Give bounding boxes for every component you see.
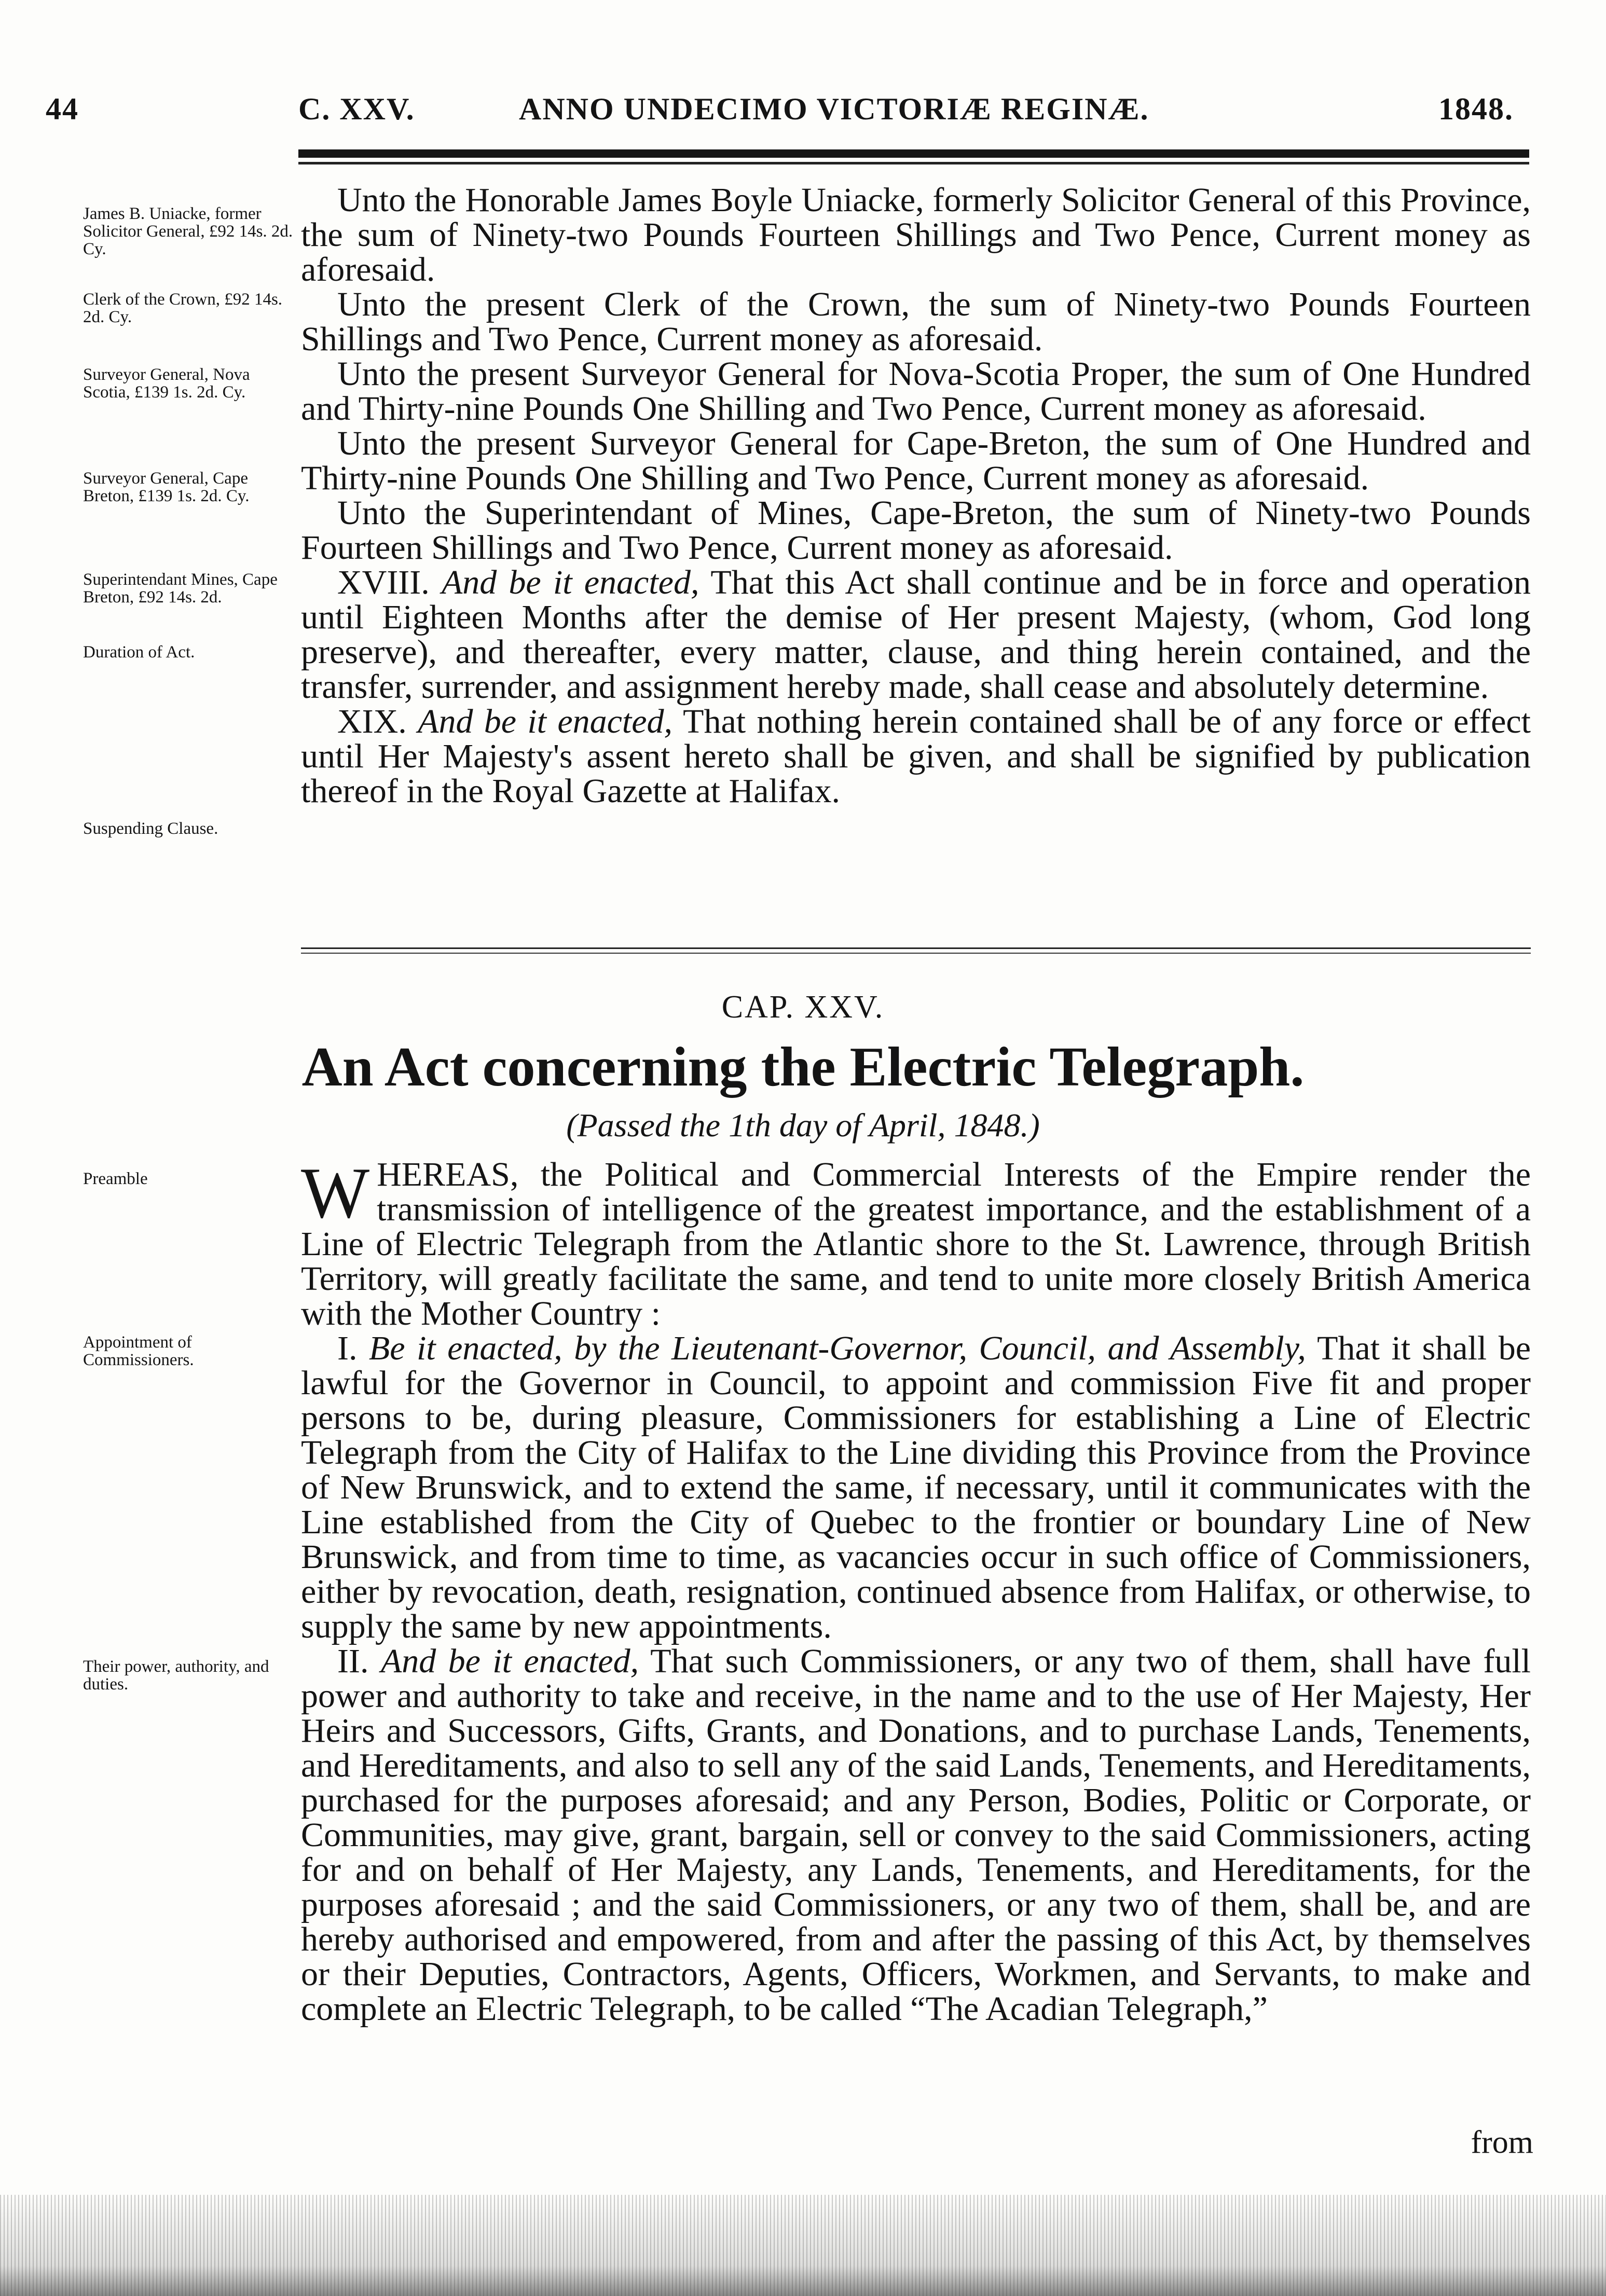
margin-note-clerk: Clerk of the Crown, £92 14s. 2d. Cy.: [83, 290, 283, 326]
section-1-number: I.: [337, 1329, 358, 1367]
section-2-number: II.: [337, 1642, 369, 1680]
preamble-text: HEREAS, the Political and Commercial Interests of the Empire render the transmission of intelligence of the greatest importance, and the establishment of a Line of Electric Telegraph from the Atlantic shore to the St. Lawrence, through British Territory, will greatly facilitate the same, and tend to unite more closely British America with the Mother Country :: [301, 1156, 1531, 1332]
section-19: [301, 704, 1531, 808]
running-title: ANNO UNDECIMO VICTORIÆ REGINÆ.: [519, 92, 1149, 126]
section-2-enact: And be it enacted,: [380, 1642, 639, 1680]
page-number: 44: [46, 92, 79, 126]
section-19-text: That nothing herein contained shall be of any force or effect until Her Majesty's assent hereto shall be given, and shall be signified by publication thereof in the Royal Gazette at Halifax.: [301, 703, 1531, 810]
margin-note-surveyor-ns: Surveyor General, Nova Scotia, £139 1s. 2d. Cy.: [83, 365, 250, 402]
paragraph-mines: Unto the Superintendant of Mines, Cape-Breton, the sum of Ninety-two Pounds Fourteen Shillings and Two Pence, Current money as aforesaid.: [301, 494, 1531, 567]
section-1-text: That it shall be lawful for the Governor in Council, to appoint and commission Five fit and proper persons to be, during pleasure, Commissioners for establishing a Line of Electric Telegraph from the City of Halifax to the Line dividing this Province from the Province of New Brunswick, and to extend the same, if necessary, until it communicates with the Line established from the City of Quebec to the frontier or boundary Line of New Brunswick, and from time to time, as vacancies occur in such office of Commissioners, either by revocation, death, resignation, continued absence from Halifax, or otherwise, to supply the same by new appointments.: [301, 1329, 1531, 1645]
section-19-number: XIX.: [337, 703, 407, 740]
section-divider-thin: [301, 953, 1531, 954]
margin-note-uniacke: James B. Uniacke, former Solicitor General, £92 14s. 2d. Cy.: [83, 204, 293, 258]
header-rule: [298, 149, 1529, 158]
margin-note-surveyor-cb: Surveyor General, Cape Breton, £139 1s. 2d. Cy.: [83, 469, 250, 505]
scan-noise-band: [0, 2195, 1606, 2296]
act-title: An Act concerning the Electric Telegraph.: [301, 1036, 1305, 1098]
margin-note-duration: Duration of Act.: [83, 643, 195, 662]
paragraph-surveyor-ns: Unto the present Surveyor General for Nova-Scotia Proper, the sum of One Hundred and Thirty-nine Pounds One Shilling and Two Pence, Current money as aforesaid.: [301, 355, 1531, 428]
margin-note-preamble: Preamble: [83, 1170, 148, 1188]
upper-body-text: [301, 183, 1531, 808]
section-2: [301, 1644, 1531, 2026]
act-body-text: [301, 1153, 1531, 2028]
section-1-enact: Be it enacted, by the Lieutenant-Governor, Council, and Assembly,: [368, 1329, 1306, 1367]
section-18-number: XVIII.: [337, 563, 430, 601]
preamble-paragraph: [301, 1153, 1531, 1332]
margin-note-powers: Their power, authority, and duties.: [83, 1657, 269, 1694]
paragraph-uniacke: Unto the Honorable James Boyle Uniacke, formerly Solicitor General of this Province, the sum of Ninety-two Pounds Fourteen Shillings and Two Pence, Current money as aforesaid.: [301, 181, 1531, 288]
header-rule-thin: [298, 162, 1529, 164]
cap-heading: CAP. XXV.: [721, 989, 885, 1025]
margin-note-mines: Superintendant Mines, Cape Breton, £92 14s. 2d.: [83, 570, 278, 607]
section-18-enact: And be it enacted,: [441, 563, 699, 601]
section-19-enact: And be it enacted,: [418, 703, 673, 740]
header-year: 1848.: [1438, 92, 1514, 126]
paragraph-clerk: Unto the present Clerk of the Crown, the sum of Ninety-two Pounds Fourteen Shillings and Two Pence, Current money as aforesaid.: [301, 285, 1531, 358]
section-18-text: That this Act shall continue and be in force and operation until Eighteen Months after the demise of Her present Majesty, (whom, God long preserve), and thereafter, every matter, clause, and thing herein contained, and the transfer, surrender, and assignment hereby made, shall cease and absolutely determine.: [301, 563, 1531, 706]
drop-cap: W: [301, 1153, 370, 1233]
section-2-text: That such Commissioners, or any two of them, shall have full power and authority to take and receive, in the name and to the use of Her Majesty, Her Heirs and Successors, Gifts, Grants, and Donations, and to purchase Lands, Tenements, and Hereditaments, and also to sell any of the said Lands, Tenements, and Hereditaments, purchased for the purposes aforesaid; and any Person, Bodies, Politic or Corporate, or Communities, may give, grant, bargain, sell or convey to the said Commissioners, acting for and on behalf of Her Majesty, any Lands, Tenements, and Hereditaments, for the purposes aforesaid ; and the said Commissioners, or any two of them, shall be, and are hereby authorised and empowered, from and after the passing of this Act, by themselves or their Deputies, Contractors, Agents, Officers, Workmen, and Servants, to make and complete an Electric Telegraph, to be called “The Acadian Telegraph,”: [301, 1642, 1531, 2028]
margin-note-appointment: Appointment of Commissioners.: [83, 1333, 194, 1369]
chapter-number: C. XXV.: [298, 92, 415, 126]
section-18: [301, 565, 1531, 704]
paragraph-surveyor-cb: Unto the present Surveyor General for Cape-Breton, the sum of One Hundred and Thirty-nine Pounds One Shilling and Two Pence, Current money as aforesaid.: [301, 424, 1531, 497]
catchword: from: [1471, 2125, 1533, 2160]
section-1: [301, 1331, 1531, 1644]
margin-note-suspending: Suspending Clause.: [83, 819, 218, 838]
section-divider: [301, 947, 1531, 949]
passed-date: (Passed the 1th day of April, 1848.): [566, 1107, 1040, 1144]
